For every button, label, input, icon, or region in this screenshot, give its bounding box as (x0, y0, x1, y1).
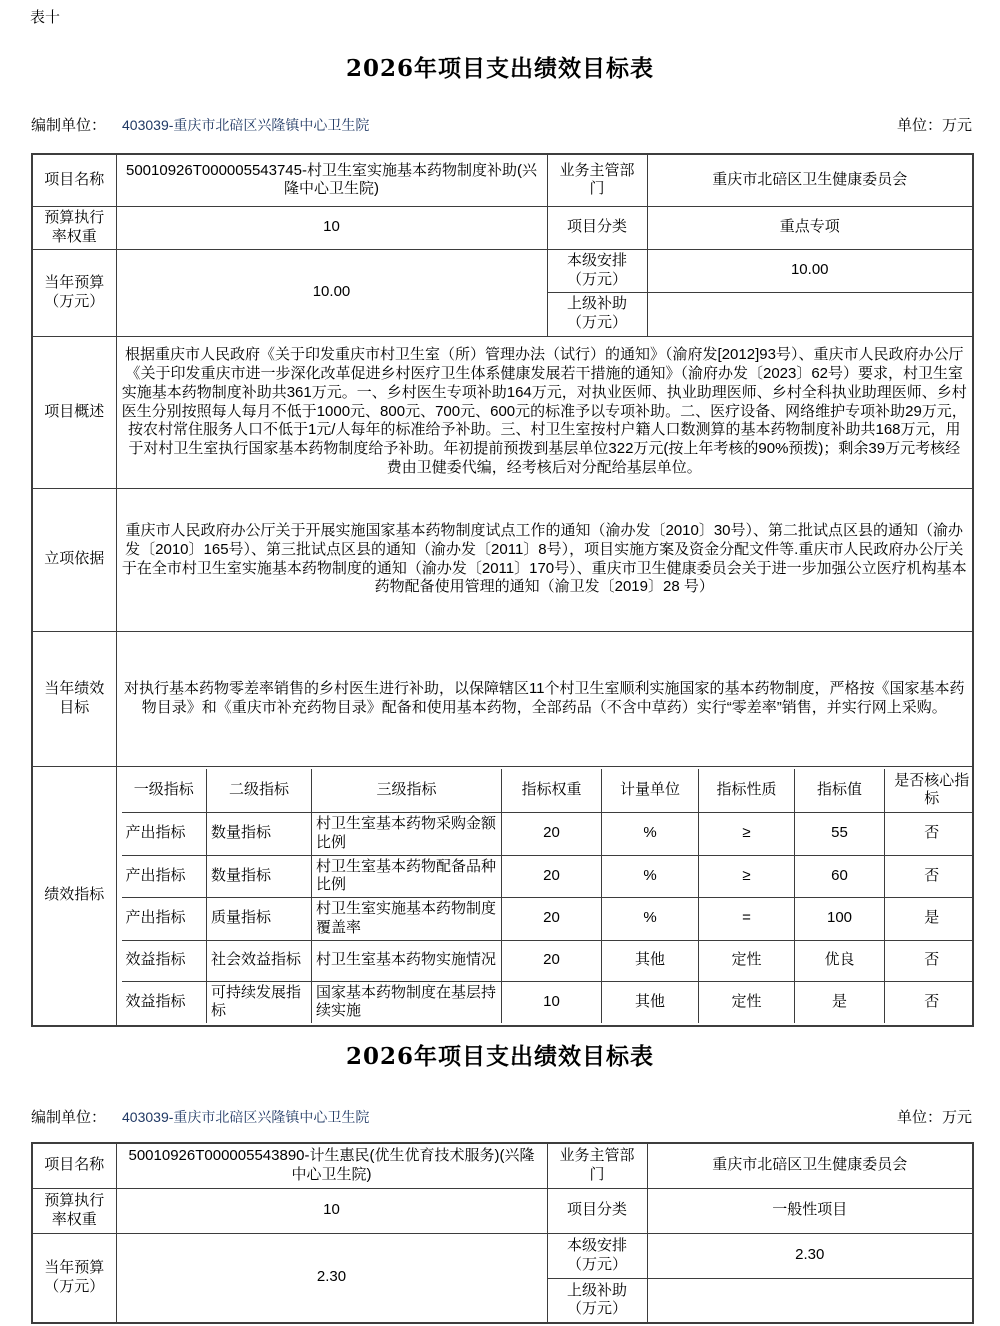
indicator-cell: 否 (885, 940, 974, 981)
exec-rate-label: 预算执行率权重 (32, 1188, 116, 1233)
indicator-cell: 数量指标 (207, 855, 312, 898)
indicator-header: 计量单位 (602, 769, 699, 813)
local-arrangement-value: 2.30 (647, 1233, 973, 1278)
prepared-by-value: 403039-重庆市北碚区兴隆镇中心卫生院 (122, 1109, 370, 1125)
indicator-row (122, 940, 974, 981)
unit-note: 单位：万元 (896, 116, 972, 134)
indicator-cell: 效益指标 (122, 940, 207, 981)
indicator-cell: 村卫生室基本药物采购金额比例 (312, 813, 502, 856)
overview-label: 项目概述 (32, 336, 116, 488)
indicator-cell: 村卫生室实施基本药物制度覆盖率 (312, 898, 502, 941)
indicators-label: 绩效指标 (32, 766, 116, 1026)
dept-value: 重庆市北碚区卫生健康委员会 (647, 1143, 973, 1188)
indicator-header: 指标权重 (502, 769, 602, 813)
indicator-cell: 10 (502, 981, 602, 1023)
indicator-cell: = (699, 898, 795, 941)
indicators-cell (116, 766, 973, 1026)
table1-title: 2026年项目支出绩效目标表 (345, 55, 654, 82)
indicator-cell: 是 (795, 981, 885, 1023)
indicator-cell: % (602, 855, 699, 898)
indicator-table (122, 769, 974, 1024)
performance-target-table-1 (31, 153, 974, 1027)
indicator-cell: 20 (502, 940, 602, 981)
indicator-header: 一级指标 (122, 769, 207, 813)
indicator-row (122, 813, 974, 856)
prepared-by-label: 编制单位： (31, 1108, 107, 1126)
annual-budget-value: 10.00 (116, 249, 547, 336)
superior-subsidy-label: 上级补助（万元） (547, 1278, 647, 1323)
overview-text: 根据重庆市人民政府《关于印发重庆市村卫生室（所）管理办法（试行）的通知》（渝府发[2012]93号）、重庆市人民政府办公厅《关于印发重庆市进一步深化改革促进乡村医疗卫生体系健康发展若干措施的通知》（渝府办发〔2023〕62号）要求，村卫生室实施基本药物制度补助共361万元。一、乡村医生专项补助164万元，对执业医师、执业助理医师、乡村全科执业助理医师、乡村医生分别按照每人每月不低于1000元、800元、700元、600元的标准予以专项补助。二、医疗设备、网络维护专项补助29万元，按农村常住服务人口不低于1元/人每年的标准给予补助。三、村卫生室按村户籍人口数测算的基本药物制度补助共168万元，用于对村卫生室执行国家基本药物制度给予补助。年初提前预拨到基层单位322万元(按上年考核的90%预拨)；剩余39万元考核经费由卫健委代编，经考核后对分配给基层单位。 (116, 336, 973, 488)
local-arrangement-label: 本级安排（万元） (547, 1233, 647, 1278)
indicator-header: 指标值 (795, 769, 885, 813)
indicator-row (122, 981, 974, 1023)
unit-note: 单位：万元 (896, 1108, 972, 1126)
indicator-cell: 村卫生室基本药物实施情况 (312, 940, 502, 981)
indicator-row (122, 898, 974, 941)
indicator-cell: 其他 (602, 940, 699, 981)
dept-value: 重庆市北碚区卫生健康委员会 (647, 154, 973, 206)
table2-meta-line (31, 1106, 972, 1127)
exec-rate-label: 预算执行率权重 (32, 206, 116, 249)
annual-goal-text: 对执行基本药物零差率销售的乡村医生进行补助，以保障辖区11个村卫生室顺利实施国家的基本药物制度，严格按《国家基本药物目录》和《重庆市补充药物目录》配备和使用基本药物，全部药品（不含中草药）实行“零差率”销售，并实行网上采购。 (116, 631, 973, 766)
indicator-cell: 产出指标 (122, 898, 207, 941)
indicator-cell: 否 (885, 981, 974, 1023)
indicator-cell: 产出指标 (122, 855, 207, 898)
category-value: 一般性项目 (647, 1188, 973, 1233)
indicator-cell: ≥ (699, 813, 795, 856)
indicator-cell: 效益指标 (122, 981, 207, 1023)
basis-text: 重庆市人民政府办公厅关于开展实施国家基本药物制度试点工作的通知（渝办发〔2010〕30号）、第二批试点区县的通知（渝办发〔2010〕165号）、第三批试点区县的通知（渝办发〔2011〕8号），项目实施方案及资金分配文件等.重庆市人民政府办公厅关于在全市村卫生室实施基本药物制度的通知（渝办发〔2011〕170号）、重庆市卫生健康委员会关于进一步加强公立医疗机构基本药物配备使用管理的通知（渝卫发〔2019〕28 号） (116, 488, 973, 631)
indicator-cell: 数量指标 (207, 813, 312, 856)
category-label: 项目分类 (547, 206, 647, 249)
annual-goal-label: 当年绩效目标 (32, 631, 116, 766)
superior-subsidy-value (647, 292, 973, 336)
project-name-value: 50010926T000005543745-村卫生室实施基本药物制度补助(兴隆中心卫生院) (116, 154, 547, 206)
sheet-number-label: 表十 (30, 8, 61, 26)
indicator-cell: 可持续发展指标 (207, 981, 312, 1023)
table2-title: 2026年项目支出绩效目标表 (345, 1043, 654, 1070)
indicator-header: 指标性质 (699, 769, 795, 813)
dept-label: 业务主管部门 (547, 154, 647, 206)
indicator-header: 是否核心指标 (885, 769, 974, 813)
project-name-label: 项目名称 (32, 1143, 116, 1188)
indicator-cell: ≥ (699, 855, 795, 898)
superior-subsidy-label: 上级补助（万元） (547, 292, 647, 336)
indicator-header: 二级指标 (207, 769, 312, 813)
exec-rate-value: 10 (116, 206, 547, 249)
indicator-cell: 否 (885, 813, 974, 856)
indicator-cell: 60 (795, 855, 885, 898)
indicator-cell: 55 (795, 813, 885, 856)
project-name-label: 项目名称 (32, 154, 116, 206)
indicator-cell: 定性 (699, 981, 795, 1023)
prepared-by-label: 编制单位： (31, 116, 107, 134)
indicator-cell: 定性 (699, 940, 795, 981)
annual-budget-value: 2.30 (116, 1233, 547, 1323)
dept-label: 业务主管部门 (547, 1143, 647, 1188)
table1-meta-line (31, 114, 972, 135)
indicator-cell: 村卫生室基本药物配备品种比例 (312, 855, 502, 898)
indicator-cell: 20 (502, 898, 602, 941)
indicator-row (122, 855, 974, 898)
indicator-header: 三级指标 (312, 769, 502, 813)
exec-rate-value: 10 (116, 1188, 547, 1233)
superior-subsidy-value (647, 1278, 973, 1323)
annual-budget-label: 当年预算（万元） (32, 1233, 116, 1323)
annual-budget-label: 当年预算（万元） (32, 249, 116, 336)
indicator-cell: 优良 (795, 940, 885, 981)
indicator-cell: 是 (885, 898, 974, 941)
indicator-cell: 100 (795, 898, 885, 941)
project-name-value: 50010926T000005543890-计生惠民(优生优育技术服务)(兴隆中心卫生院) (116, 1143, 547, 1188)
basis-label: 立项依据 (32, 488, 116, 631)
category-value: 重点专项 (647, 206, 973, 249)
indicator-cell: 其他 (602, 981, 699, 1023)
indicator-cell: 20 (502, 855, 602, 898)
indicator-cell: 否 (885, 855, 974, 898)
indicator-cell: % (602, 813, 699, 856)
indicator-cell: 国家基本药物制度在基层持续实施 (312, 981, 502, 1023)
indicator-cell: 产出指标 (122, 813, 207, 856)
indicator-cell: 20 (502, 813, 602, 856)
prepared-by-value: 403039-重庆市北碚区兴隆镇中心卫生院 (122, 117, 370, 133)
indicator-cell: % (602, 898, 699, 941)
indicator-cell: 社会效益指标 (207, 940, 312, 981)
category-label: 项目分类 (547, 1188, 647, 1233)
local-arrangement-value: 10.00 (647, 249, 973, 292)
local-arrangement-label: 本级安排（万元） (547, 249, 647, 292)
performance-target-table-2 (31, 1142, 974, 1324)
indicator-cell: 质量指标 (207, 898, 312, 941)
